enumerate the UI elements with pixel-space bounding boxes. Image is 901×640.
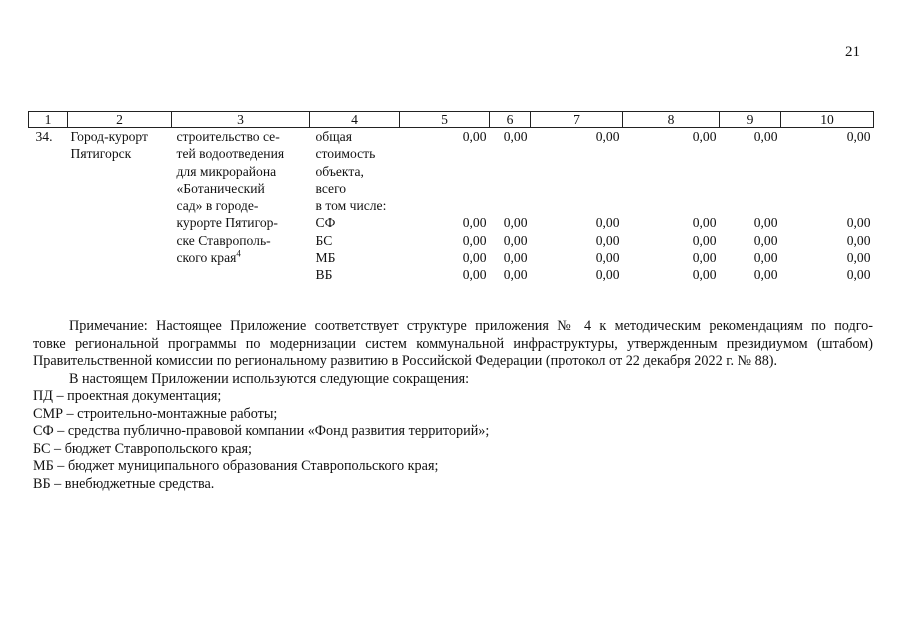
abbreviation-item: СМР – строительно-монтажные работы; [33, 405, 278, 422]
financing-table [28, 111, 874, 284]
value-sf: 0,00 [753, 215, 778, 231]
column-header-3: 3 [172, 112, 310, 128]
header-row [29, 112, 874, 128]
abbreviation-item: МБ – бюджет муниципального образования Ставропольского края; [33, 458, 439, 474]
total-value: 0,00 [846, 129, 871, 144]
abbreviation-item: ПД – проектная документация; [33, 388, 222, 404]
column-header-5: 5 [400, 112, 490, 128]
value-mb: 0,00 [595, 250, 620, 266]
row-number-text: 34. [35, 129, 53, 144]
total-value: 0,00 [503, 129, 528, 144]
table-row [29, 128, 874, 284]
total-label-line: общая [315, 129, 352, 144]
value-column-10 [781, 128, 874, 284]
column-header-9: 9 [720, 112, 781, 128]
row-number [29, 128, 68, 284]
value-bs: 0,00 [462, 232, 487, 248]
value-vb: 0,00 [753, 267, 778, 283]
value-vb: 0,00 [595, 267, 620, 283]
value-column-8 [623, 128, 720, 284]
total-value: 0,00 [595, 129, 620, 144]
value-sf: 0,00 [846, 215, 871, 231]
description-line: ске Ставрополь- [176, 232, 271, 248]
funding-labels-cell [310, 128, 400, 284]
column-header-10: 10 [781, 112, 874, 128]
value-sf: 0,00 [462, 215, 487, 231]
value-vb: 0,00 [503, 267, 528, 283]
description-line: тей водоотведения [176, 146, 285, 162]
value-sf: 0,00 [503, 215, 528, 231]
description-line: для микрорайона [176, 163, 277, 179]
description-line: сад» в городе- [176, 198, 259, 214]
value-column-7 [531, 128, 623, 284]
value-column-5 [400, 128, 490, 284]
description-line: строительство се- [176, 129, 280, 144]
abbreviation-item: БС – бюджет Ставропольского края; [33, 440, 252, 457]
value-vb: 0,00 [462, 267, 487, 283]
column-header-8: 8 [623, 112, 720, 128]
abbreviation-item: ВБ – внебюджетные средства. [33, 475, 215, 492]
value-mb: 0,00 [846, 250, 871, 266]
value-mb: 0,00 [692, 250, 717, 266]
column-header-2: 2 [68, 112, 172, 128]
description-line: ского края [176, 250, 237, 266]
column-header-1: 1 [29, 112, 68, 128]
description-last-line [177, 249, 310, 266]
footnote-mark: 4 [236, 248, 241, 259]
value-vb: 0,00 [692, 267, 717, 283]
value-column-6 [490, 128, 531, 284]
page-number: 21 [845, 44, 860, 60]
object-description-cell [172, 128, 310, 284]
municipality-cell [68, 128, 172, 284]
municipality-line: Город-курорт [70, 129, 148, 144]
value-vb: 0,00 [846, 267, 871, 283]
total-label-line: стоимость [315, 146, 376, 162]
value-sf: 0,00 [595, 215, 620, 231]
source-label-bs: БС [315, 232, 333, 248]
column-header-7: 7 [531, 112, 623, 128]
value-bs: 0,00 [503, 232, 528, 248]
notes-section [33, 318, 873, 493]
including-label: в том числе: [315, 198, 387, 214]
total-label-line: всего [315, 180, 347, 196]
description-line: «Ботанический [176, 180, 265, 196]
source-label-vb: ВБ [315, 267, 333, 283]
total-value: 0,00 [692, 129, 717, 144]
value-bs: 0,00 [753, 232, 778, 248]
remark-line: Правительственной комиссии по региональному развитию в Российской Федерации (протокол от 22 декабря 2022 г. № 88). [33, 353, 778, 369]
remark-line: товке региональной программы по модернизации систем коммунальной инфраструктуры, утвержденным президиумом (штабом) [33, 335, 873, 352]
source-label-mb: МБ [315, 250, 336, 266]
description-line: курорте Пятигор- [176, 215, 278, 231]
abbreviations-intro: В настоящем Приложении используются следующие сокращения: [69, 370, 470, 387]
remark-line: Примечание: Настоящее Приложение соответствует структуре приложения № 4 к методическим рекомендациям по подго- [69, 318, 873, 334]
column-header-4: 4 [310, 112, 400, 128]
value-sf: 0,00 [692, 215, 717, 231]
column-header-6: 6 [490, 112, 531, 128]
total-value: 0,00 [462, 129, 487, 144]
value-bs: 0,00 [846, 232, 871, 248]
total-label-line: объекта, [315, 163, 364, 179]
source-label-sf: СФ [315, 215, 336, 231]
value-column-9 [720, 128, 781, 284]
value-mb: 0,00 [753, 250, 778, 266]
total-value: 0,00 [753, 129, 778, 144]
value-mb: 0,00 [462, 250, 487, 266]
value-bs: 0,00 [692, 232, 717, 248]
municipality-line: Пятигорск [70, 146, 132, 162]
value-bs: 0,00 [595, 232, 620, 248]
abbreviation-item: СФ – средства публично-правовой компании «Фонд развития территорий»; [33, 423, 490, 439]
value-mb: 0,00 [503, 250, 528, 266]
